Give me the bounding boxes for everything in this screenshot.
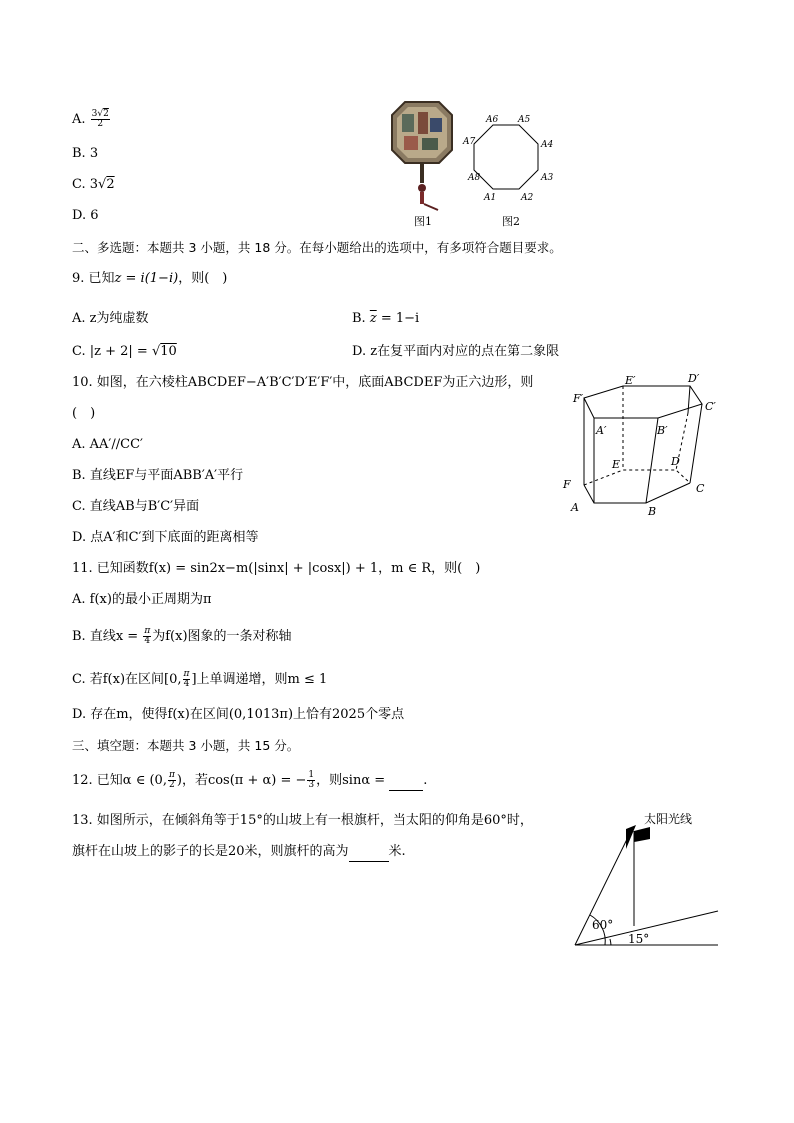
vertex-a6: A6: [486, 115, 499, 125]
fraction: [183, 670, 191, 689]
q11-stem: 11. 已知函数f(x) = sin2x−m(|sinx| + |cosx|) + 1，m ∈ R，则( ): [72, 561, 481, 576]
q8-option-a: [72, 110, 111, 129]
label-d-prime: D′: [688, 372, 700, 385]
label-a-prime: A′: [596, 424, 607, 437]
stem-text: )，若cos(π + α) = −: [176, 773, 307, 788]
q10-option-b: B. 直线EF与平面ABB′A′平行: [72, 468, 244, 483]
fan-picture: [388, 100, 458, 215]
fraction-den: 4: [144, 636, 151, 646]
label-f-prime: F′: [573, 392, 584, 405]
label-d: D: [671, 455, 680, 468]
label-e: E: [612, 458, 621, 471]
vertex-a1: A1: [484, 193, 497, 203]
fraction-num: π: [168, 770, 175, 780]
option-text: C. |z + 2| =: [72, 344, 152, 359]
label-a: A: [571, 501, 579, 514]
fraction-den: 4: [183, 679, 190, 689]
fraction-num: π: [144, 626, 151, 636]
label-b-prime: B′: [657, 424, 668, 437]
label-c: C: [696, 482, 705, 495]
label-b: B: [648, 505, 657, 518]
q8-option-d: [72, 207, 99, 225]
vertex-a2: A2: [521, 193, 534, 203]
q9-option-d: [352, 343, 559, 361]
label-c-prime: C′: [705, 400, 716, 413]
fraction: [307, 771, 315, 790]
fig2-caption: 图2: [502, 215, 520, 228]
q10-option-a: A. AA′//CC′: [72, 437, 143, 452]
option-text: = 1−i: [376, 311, 420, 326]
q10-stem-line1: 10. 如图，在六棱柱ABCDEF−A′B′C′D′E′F′中，底面ABCDEF为正六边形，则: [72, 375, 534, 390]
option-text: C. 若f(x)在区间[0,: [72, 672, 182, 687]
option-text: B. 3: [72, 146, 99, 161]
option-text: A. z为纯虚数: [72, 311, 149, 326]
stem-text: .: [423, 773, 428, 788]
option-text: D. z在复平面内对应的点在第二象限: [352, 344, 560, 359]
section-3-heading: 三、填空题：本题共 3 小题，共 15 分。: [72, 738, 300, 753]
q11-option-c: [72, 670, 327, 689]
stem-text: 9. 已知: [72, 271, 115, 286]
q9-stem: [72, 270, 227, 288]
stem-text: 12. 已知α ∈ (0,: [72, 773, 167, 788]
octagon-diagram: [462, 110, 558, 206]
vertex-a8: A8: [468, 173, 481, 183]
section-2-heading: 二、多选题：本题共 3 小题，共 18 分。在每小题给出的选项中，有多项符合题目要求。: [72, 240, 562, 255]
fraction: $\frac{3√2}{2}$: [91, 109, 109, 129]
stem-equation: z = i(1−i): [114, 271, 179, 286]
radicand: 10: [160, 344, 177, 359]
radicand: 2: [103, 109, 109, 119]
q9-option-c: C. |z + 2| = √10: [72, 344, 177, 359]
option-label: A.: [72, 112, 86, 127]
q8-option-c: C. 3√2: [72, 177, 115, 192]
q13-line1: 13. 如图所示，在倾斜角等于15°的山坡上有一根旗杆，当太阳的仰角是60°时，: [72, 813, 533, 828]
label-f: F: [563, 478, 571, 491]
flagpole-diagram: [570, 805, 720, 950]
q13-line2: [72, 843, 406, 862]
fraction-den: 3: [308, 780, 315, 790]
option-text: 为f(x)图象的一条对称轴: [152, 629, 292, 644]
q9-option-b: [352, 310, 419, 328]
fraction: [168, 771, 176, 790]
option-label: B.: [352, 311, 370, 326]
fraction-den: 2: [169, 780, 175, 790]
q11-option-a: A. f(x)的最小正周期为π: [72, 592, 212, 607]
q9-option-a: [72, 310, 149, 328]
radicand: 2: [106, 177, 115, 192]
label-e-prime: E′: [625, 374, 636, 387]
stem-text: 米.: [388, 844, 406, 859]
vertex-a7: A7: [463, 137, 476, 147]
q10-option-c: C. 直线AB与B′C′异面: [72, 499, 200, 514]
vertex-a3: A3: [541, 173, 554, 183]
answer-blank[interactable]: [389, 772, 423, 791]
option-text: ]上单调递增，则m ≤ 1: [191, 672, 328, 687]
stem-text: ，则( ): [178, 271, 228, 286]
fraction-num: π: [183, 669, 190, 679]
fig1-caption: 图1: [414, 215, 432, 228]
hexagonal-prism-diagram: [558, 368, 728, 518]
fraction-num: 3: [91, 109, 98, 119]
option-text: C. 3: [72, 177, 99, 192]
q12-stem: [72, 771, 427, 791]
option-text: B. 直线x =: [72, 629, 143, 644]
fraction: [143, 627, 151, 646]
label-15-deg: 15°: [628, 932, 650, 946]
conjugate-z: $\overline{z}$: [369, 311, 377, 326]
label-60-deg: 60°: [592, 918, 614, 932]
option-text: D. 6: [72, 208, 99, 223]
vertex-a5: A5: [518, 115, 531, 125]
label-sun-rays: 太阳光线: [644, 812, 693, 826]
fraction-den: 2: [97, 119, 104, 129]
vertex-a4: A4: [541, 140, 554, 150]
q10-stem-line2: ( ): [72, 406, 96, 421]
stem-text: ，则sinα =: [316, 773, 390, 788]
answer-blank[interactable]: [349, 843, 389, 862]
stem-text: 旗杆在山坡上的影子的长是20米，则旗杆的高为: [72, 844, 349, 859]
q11-option-b: [72, 627, 292, 646]
fraction-num: 1: [308, 770, 315, 780]
q11-option-d: D. 存在m，使得f(x)在区间(0,1013π)上恰有2025个零点: [72, 707, 405, 722]
q8-option-b: [72, 145, 98, 163]
q10-option-d: D. 点A′和C′到下底面的距离相等: [72, 530, 259, 545]
